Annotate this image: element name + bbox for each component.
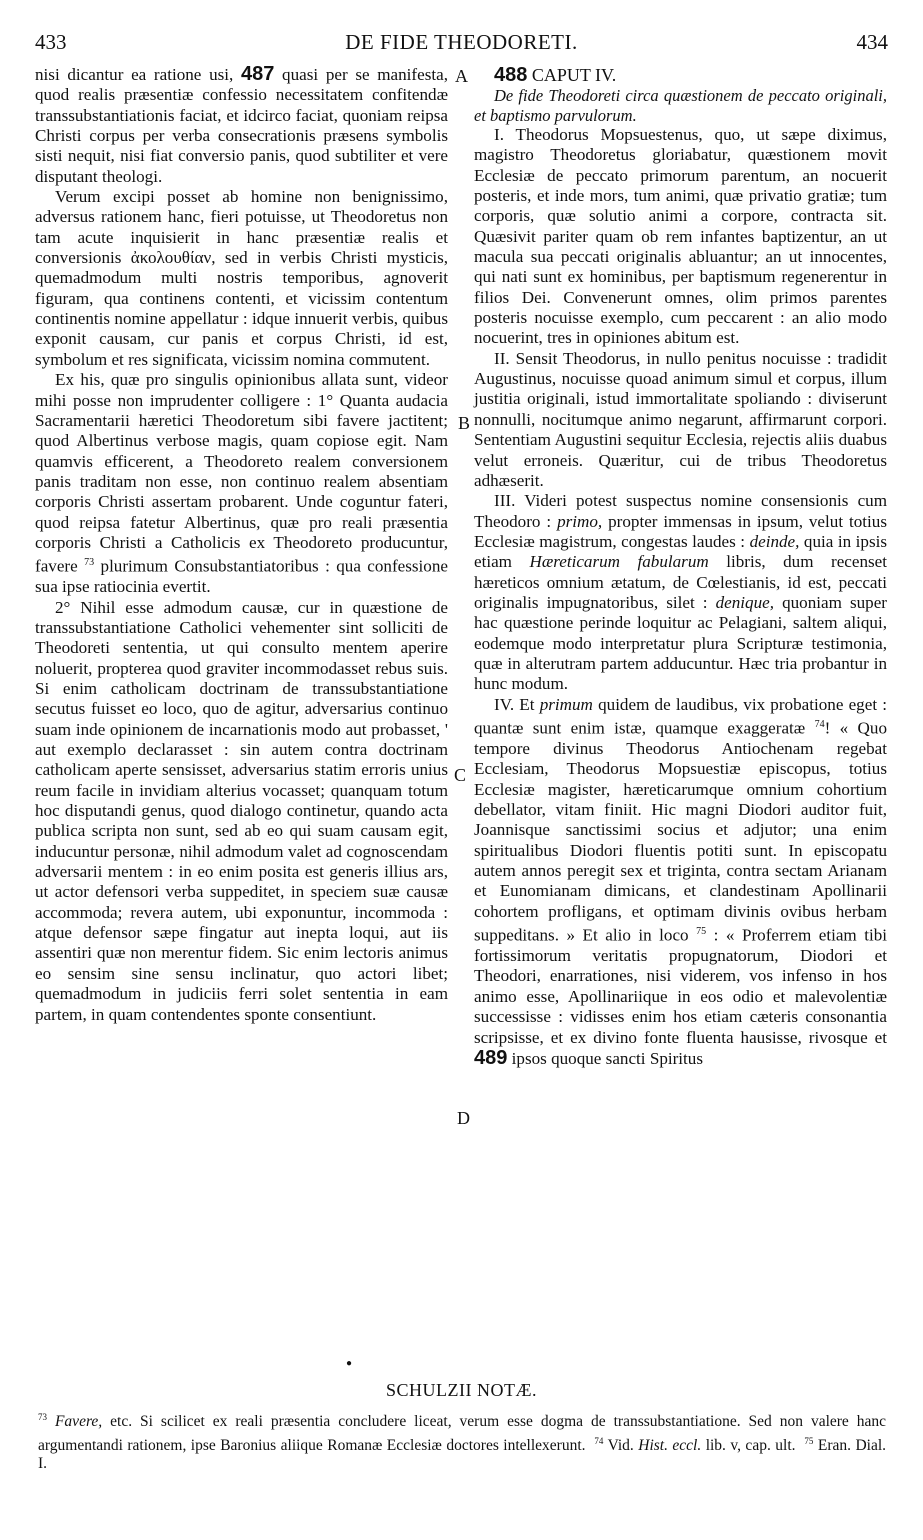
chapter-subtitle: De fide Theodoreti circa quæstionem de peccato originali, et baptismo parvulorum. [474,86,887,125]
footnote-ref-75[interactable]: 75 [696,926,707,938]
column-number-487: 487 [240,63,275,85]
footnote-ref-74[interactable]: 74 [814,718,825,730]
page-number-right: 434 [856,30,888,54]
margin-marker-a: A [455,66,468,86]
note-number-75: 75 [804,1435,814,1446]
page-number-left: 433 [35,30,67,54]
apostrophe-mark: ' [444,719,448,739]
footnotes: $^{73}$ Favere, etc. Si scilicet ex reali præsentia concludere liceat, verum esse dogma de transsubstantiatione. Sed non valere hanc argumentandi rationem, ipse Baronius aliique Romanæ Ecclesiæ doctores intellexerunt. $^{74}$ Vid. Hist. eccl. lib. v, cap. ult. $^{75}$ Eran. Dial. I. [38,1412,887,1473]
section-4: IV. Et primum quidem de laudibus, vix probatione eget : quantæ sunt enim istæ, quamque exaggeratæ $^{74}$! « Quo tempore divinus Theodorus Antiochenam regebat Ecclesiam, Theodorus Mopsuestiæ episcopus, totius Ecclesiæ magister, hæreticarumque omnium cohortium debellator, vitam finiit. Hic magni Diodori auditor fuit, Joannisque sanctissimi socius et adjutor; una enim spiritualibus Diodori fluentis potiti sunt. In episcopatu autem annos peregit sex et triginta, contra sectam Arianam et Eunomianam dimicans, et clandestinam Apollinarii cohortem profligans, et optimam divinis ovibus herbam suppeditans. » Et alio in loco $^{75}$ : « Proferrem etiam tibi fortissimorum veritatis propugnatorum, Diodori et Theodori, enarrationes, nisi viderem, vos infenso in hos animo esse, Apollinariique in eos odio et malevolentiæ successisse : vidisses enim hos etiam cæteris consonantia scripsisse, et ex divino fonte fluenta hausisse, rivosque et 489 ipsos quoque sancti Spiritus [474,694,888,1069]
running-title: DE FIDE THEODORETI. [345,30,578,54]
paragraph-4: 2° Nihil esse admodum causæ, cur in quæstione de transsubstantiatione Catholici vehementer sint solliciti de Theodoreti sententia, ut qui consulto mentem aperire noluerit, propterea quod graviter incommodasset rebus suis. Si enim catholicam doctrinam de transsubstantiatione secutus fuisset eo loco, quo de agitur, adversarius continuo suam inde opinionem de incarnationis modo aut probasset, ' aut exemplo declarasset : sin autem contra doctrinam catholicam aperte sensisset, adversarius statim erroris unius reum facile in invidiam alterius vocasset; quanquam totum hoc disputandi genus, quod dialogo continetur, quando acta publica scripta non sunt, sed ab eo qui suam causam egit, inducuntur personæ, nihil admodum valet ad cognoscendam adversarii mentem : in eo enim posita est generis illius ars, ut actor defensori verba suppeditet, in speciem suæ causæ accommoda; revera autem, ubi exponuntur, incommoda : atque defensor sæpe fingatur aut inepta loqui, aut iis assentiri quæ non merentur fidem. Sic enim lectoris animus eo sensim sine sensu inclinatur, quo actori libet; quemadmodum in judiciis ferri solet sententia in eam partem, in quam contendentes sponte consentiunt. [35,597,448,1024]
printer-mark: ● [346,1358,353,1369]
section-1: I. Theodorus Mopsuestenus, quo, ut sæpe diximus, magistro Theodoretus gloriabatur, quæstionem movit Ecclesiæ de peccato primorum parentum, an nocuerit posteris, et inde mors, tum animi, quæ privatio gratiæ; tum corporis, quæ solutio animi a corpore, contracta sit. Quæsivit pariter quam ob rem infantes baptizentur, an ut macula sua peccati originalis abluantur; an ut innocentes, qui nati sunt ex hominibus, per baptismum regenerentur in filios Dei. Convenerunt omnes, olim primos parentes posteris nocuisse exemplo, cum peccarent : an alio modo nocuerint, tres in opiniones abitum est. [474,125,887,348]
paragraph-3: Ex his, quæ pro singulis opinionibus allata sunt, videor mihi posse non imprudenter colligere : 1° Quanta audacia Sacramentarii hæretici Theodoretum sibi favere jactitent; quod Albertinus verbose magis, quam copiose egit. Nam quamvis efficerent, a Theodoreto realem conversionem panis traditam non esse, non continuo realem absentiam corporis Christi assertam probarent. Unde coguntur fateri, quod reipsa fatetur Albertinus, quæ pro reali præsentia corporis Christi a Catholicis ex Theodoreto producuntur, favere $^{73}$ plurimum Consubstantiatoribus : qua confessione sua ipse ratiocinia evertit. [35,370,448,597]
column-number-488: 488 [494,64,528,86]
paragraph-2: Verum excipi posset ab homine non benignissimo, adversus rationem hanc, fieri potuisse, ut Theodoretus non tam acute inquisierit in hanc præsentiæ realis et conversionis ἀκολουθίαν, sed in verbis Christi mysticis, quemadmodum multi nostris temporibus, agnoverit figuram, qua continens contenti, et vicissim contentum continentis nomine appellatur : idque innuerit verbis, quibus exponit causam, cur panis et corpus Christi, id est, symbolum et res significata, vicissim nomina commutent. [35,187,448,369]
right-column [474,64,887,1069]
paragraph-1: nisi dicantur ea ratione usi, 487 quasi per se manifesta, quod realis præsentiæ confessio necessitatem confitendæ transsubstantiationis faciat, et idcirco faciat, quoniam reipsa Christi corpus per verba consecrationis præsens symbolis sisti nequit, nisi fiat conversio panis, quod subtiliter et vere disputant theologi. [35,63,448,186]
chapter-heading: 488 CAPUT IV. [494,64,617,86]
note-number-74: 74 [594,1435,604,1446]
section-2: II. Sensit Theodorus, in nullo penitus nocuisse : tradidit Augustinus, nocuisse quoad animum simul et corpus, illum justitia originali, istud immortalitate spoliando : diviserunt nonnulli, nocitumque animo negarunt, affirmarunt corpori. Sententiam Augustini sequitur Ecclesia, rejectis aliis duabus velut erroneis. Quæritur, cui de tribus Theodoretus adhæserit. [474,348,887,490]
margin-marker-d: D [457,1108,470,1128]
column-number-489: 489 [474,1046,508,1069]
margin-marker-b: B [458,413,471,433]
section-3: III. Videri potest suspectus nomine consensionis cum Theodoro : primo, propter immensas in ipsum, velut totius Ecclesiæ magistrum, congestas laudes : deinde, quia in ipsis etiam Hæreticarum fabularum libris, dum recenset hæreticos omnium ætatum, de Cœlestianis, id est, peccati originalis impugnatoribus, silet : denique, quoniam super hac quæstione perinde loquitur ac Pelagiani, saltem aliqui, eodemque modo interpretatur plura Scripturæ testimonia, quæ in alterutram partem adducuntur. Hæc tria probantur in hunc modum. [474,491,888,694]
margin-marker-c: C [454,765,467,785]
note-number-73: 73 [38,1412,47,1422]
left-column [35,64,448,1025]
footnote-ref-73[interactable]: 73 [84,557,95,569]
notes-heading: SCHULZII NOTÆ. [386,1380,537,1400]
